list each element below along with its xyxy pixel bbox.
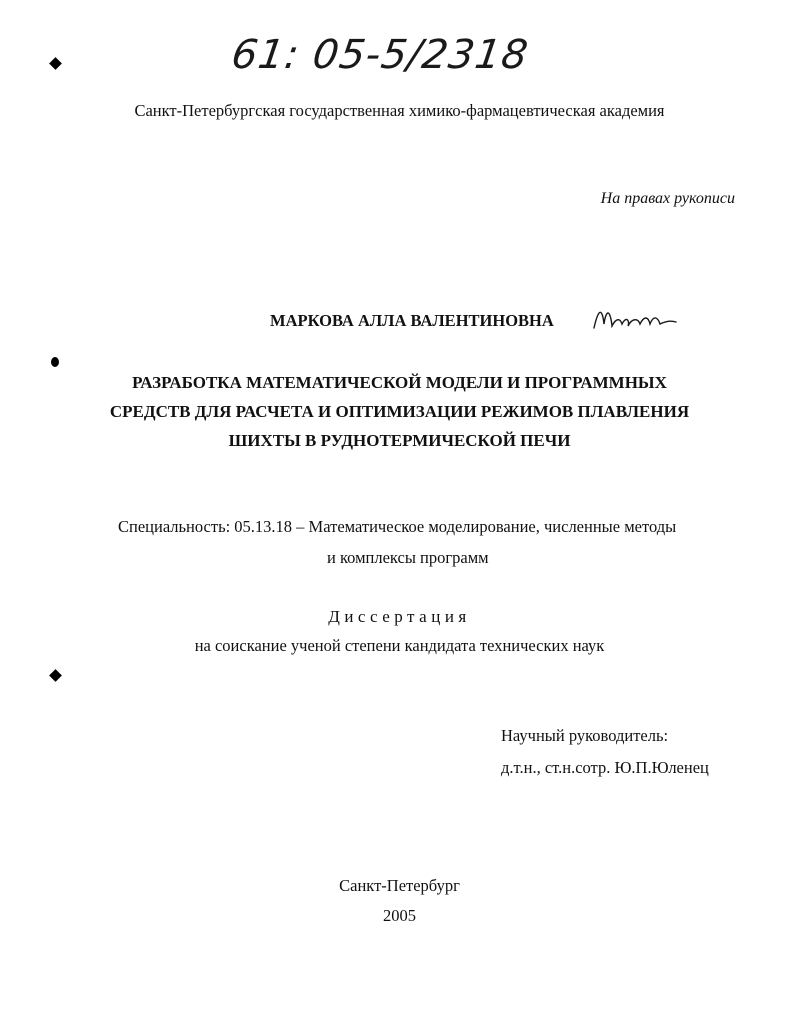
supervisor-name: д.т.н., ст.н.сотр. Ю.П.Юленец — [501, 758, 709, 777]
title-line: РАЗРАБОТКА МАТЕМАТИЧЕСКОЙ МОДЕЛИ И ПРОГРАММНЫХ — [132, 373, 667, 392]
dissertation-label: Диссертация — [328, 607, 471, 626]
specialty-line-continued: и комплексы программ — [327, 548, 489, 567]
year: 2005 — [383, 906, 416, 925]
manuscript-note: На правах рукописи — [600, 190, 735, 207]
title-line: СРЕДСТВ ДЛЯ РАСЧЕТА И ОПТИМИЗАЦИИ РЕЖИМОВ ПЛАВЛЕНИЯ — [109, 402, 690, 421]
author-signature — [590, 300, 680, 336]
binding-hole-mark — [49, 57, 62, 70]
supervisor-label: Научный руководитель: — [501, 726, 669, 745]
author-name: МАРКОВА АЛЛА ВАЛЕНТИНОВНА — [270, 311, 554, 330]
title-line: ШИХТЫ В РУДНОТЕРМИЧЕСКОЙ ПЕЧИ — [228, 431, 571, 450]
institution-name: Санкт-Петербургская государственная химико-фармацевтическая академия — [134, 101, 665, 120]
archive-code-handwritten: 61: 05-5/2318 — [228, 32, 532, 78]
specialty-line: Специальность: 05.13.18 – Математическое моделирование, численные методы — [118, 517, 677, 536]
city: Санкт-Петербург — [339, 876, 460, 895]
dissertation-title — [0, 368, 799, 455]
binding-hole-mark — [49, 669, 62, 682]
binding-hole-mark — [51, 357, 59, 367]
dissertation-purpose: на соискание ученой степени кандидата технических наук — [194, 636, 605, 655]
